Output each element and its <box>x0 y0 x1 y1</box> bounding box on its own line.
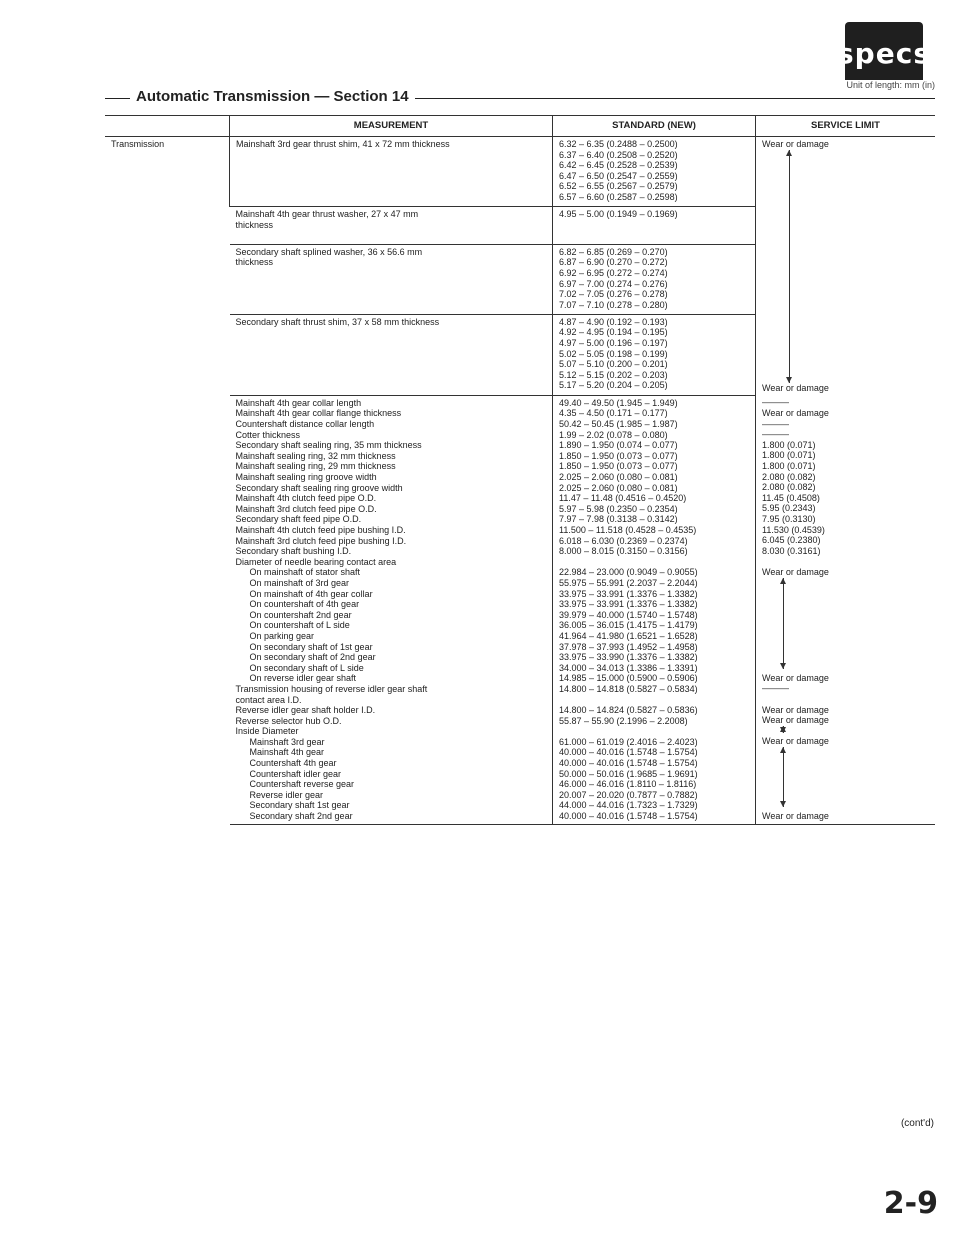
service-limit-text <box>762 641 929 652</box>
service-limit-text: Wear or damage <box>762 672 829 683</box>
standard-value: 40.000 – 40.016 (1.5748 – 1.5754) <box>559 747 698 758</box>
specs-badge-label: specs <box>837 36 931 70</box>
table-row <box>105 395 935 824</box>
standard-value: 6.97 – 7.00 (0.274 – 0.276) <box>559 278 668 289</box>
measurement-text: On countershaft of L side <box>249 620 350 631</box>
system-header <box>105 116 230 137</box>
table-row <box>105 137 935 207</box>
standard-value: 6.37 – 6.40 (0.2508 – 0.2520) <box>559 149 678 160</box>
service-limit-text: Wear or damage <box>762 704 829 715</box>
page-title: Automatic Transmission — Section 14 <box>130 88 415 105</box>
measurement-text: Mainshaft 3rd gear thrust shim, 41 x 72 mm thickness <box>236 139 450 149</box>
measurement-text: On secondary shaft of 2nd gear <box>249 652 376 663</box>
measurement-text: Mainshaft sealing ring, 29 mm thickness <box>235 461 396 472</box>
measurement-text: Mainshaft 4th gear <box>249 747 325 758</box>
measurement-text: Transmission housing of reverse idler gear shaft <box>235 683 428 694</box>
service-limit-text <box>762 652 929 663</box>
standard-value: 39.979 – 40.000 (1.5740 – 1.5748) <box>559 609 698 620</box>
standard-value: 6.57 – 6.60 (0.2587 – 0.2598) <box>559 191 678 202</box>
standard-header: STANDARD (NEW) <box>553 116 756 137</box>
measurement-text: Secondary shaft bushing I.D. <box>235 546 352 557</box>
continued-note: (cont'd) <box>900 1118 934 1129</box>
measurement-text: Reverse idler gear <box>249 789 324 800</box>
service-limit-text <box>762 758 929 769</box>
standard-value: 1.99 – 2.02 (0.078 – 0.080) <box>559 429 668 440</box>
standard-value: 40.000 – 40.016 (1.5748 – 1.5754) <box>559 758 698 769</box>
measurement-text: Mainshaft 4th clutch feed pipe bushing I.D. <box>235 525 406 535</box>
measurement-text: Secondary shaft splined washer, 36 x 56.6 mm <box>235 246 423 257</box>
standard-value: 6.92 – 6.95 (0.272 – 0.274) <box>559 267 668 278</box>
standard-value: 33.975 – 33.991 (1.3376 – 1.3382) <box>559 599 698 610</box>
standard-value: 6.42 – 6.45 (0.2528 – 0.2539) <box>559 160 678 171</box>
standard-value: 6.82 – 6.85 (0.269 – 0.270) <box>559 246 668 257</box>
measurement-cell <box>230 207 553 245</box>
measurement-text: On countershaft of 4th gear <box>249 599 360 610</box>
service-limit-text <box>762 789 929 800</box>
standard-value: 55.975 – 55.991 (2.2037 – 2.2044) <box>559 577 698 588</box>
measurement-text: Mainshaft 4th clutch feed pipe O.D. <box>235 493 377 504</box>
service-limit-text: 5.95 (0.2343) <box>762 503 816 514</box>
measurement-text: On countershaft 2nd gear <box>249 609 352 620</box>
standard-value: 1.890 – 1.950 (0.074 – 0.077) <box>559 440 678 451</box>
measurement-text: On secondary shaft of 1st gear <box>249 641 373 652</box>
page-number: 2-9 <box>883 1186 938 1221</box>
standard-value: 5.97 – 5.98 (0.2350 – 0.2354) <box>559 503 678 514</box>
standard-value: 8.000 – 8.015 (0.3150 – 0.3156) <box>559 546 688 557</box>
measurement-text: On mainshaft of 4th gear collar <box>249 588 373 599</box>
measurement-text: Mainshaft sealing ring, 32 mm thickness <box>235 450 396 461</box>
measurement-cell <box>230 314 553 395</box>
standard-value: 1.850 – 1.950 (0.073 – 0.077) <box>559 450 678 461</box>
service-limit-text: 11.530 (0.4539) <box>762 524 825 535</box>
measurement-text: On mainshaft of stator shaft <box>249 567 361 578</box>
measurement-text: Mainshaft 4th gear thrust washer, 27 x 47 mm <box>235 209 419 220</box>
standard-value: 5.17 – 5.20 (0.204 – 0.205) <box>559 380 668 391</box>
service-limit-header: SERVICE LIMIT <box>756 116 936 137</box>
measurement-text: Mainshaft 4th gear collar flange thickness <box>235 408 402 419</box>
service-limit-cell <box>756 395 936 824</box>
standard-value: 50.000 – 50.016 (1.9685 – 1.9691) <box>559 768 698 779</box>
standard-value: 22.984 – 23.000 (0.9049 – 0.9055) <box>559 567 698 578</box>
measurement-text: Secondary shaft sealing ring groove width <box>235 482 403 493</box>
measurement-text: contact area I.D. <box>235 694 302 705</box>
service-limit-text: ——— <box>762 418 789 429</box>
standard-cell <box>553 314 756 395</box>
service-limit-text: 2.080 (0.082) <box>762 471 816 482</box>
service-limit-text: Wear or damage <box>762 566 829 577</box>
standard-value: 6.32 – 6.35 (0.2488 – 0.2500) <box>559 139 678 149</box>
standard-value: 55.87 – 55.90 (2.1996 – 2.2008) <box>559 715 688 726</box>
standard-value <box>559 695 749 706</box>
measurement-text: Mainshaft 3rd clutch feed pipe O.D. <box>235 503 377 514</box>
table-header-row <box>105 116 935 137</box>
section-header <box>105 80 935 112</box>
service-limit-text: Wear or damage <box>762 139 829 149</box>
service-limit-text: 1.800 (0.071) <box>762 439 816 450</box>
service-limit-text <box>762 620 929 631</box>
standard-value: 6.87 – 6.90 (0.270 – 0.272) <box>559 257 668 268</box>
service-limit-text: 11.45 (0.4508) <box>762 492 820 503</box>
service-limit-text <box>762 609 929 620</box>
service-limit-text <box>762 630 929 641</box>
measurement-text: On reverse idler gear shaft <box>249 673 357 684</box>
service-limit-text: Wear or damage <box>762 407 829 418</box>
standard-value: 41.964 – 41.980 (1.6521 – 1.6528) <box>559 630 698 641</box>
service-limit-text <box>762 588 929 599</box>
service-limit-text: ——— <box>762 683 789 694</box>
standard-value: 4.92 – 4.95 (0.194 – 0.195) <box>559 327 668 338</box>
measurement-text: Mainshaft 3rd clutch feed pipe bushing I.D. <box>235 535 407 546</box>
standard-value: 4.35 – 4.50 (0.171 – 0.177) <box>559 408 668 419</box>
measurement-text: Secondary shaft feed pipe O.D. <box>235 514 362 525</box>
standard-value: 14.800 – 14.824 (0.5827 – 0.5836) <box>559 705 698 716</box>
service-limit-text: 7.95 (0.3130) <box>762 513 816 524</box>
standard-value: 49.40 – 49.50 (1.945 – 1.949) <box>559 397 678 408</box>
standard-cell <box>553 137 756 207</box>
standard-value: 4.87 – 4.90 (0.192 – 0.193) <box>559 316 668 327</box>
service-limit-text: ——— <box>762 429 789 440</box>
standard-value: 36.005 – 36.015 (1.4175 – 1.4179) <box>559 620 698 631</box>
service-limit-text <box>762 768 929 779</box>
measurement-text: Countershaft reverse gear <box>249 779 355 790</box>
standard-value: 6.018 – 6.030 (0.2369 – 0.2374) <box>559 535 688 546</box>
measurement-text: Mainshaft 4th gear collar length <box>235 397 362 408</box>
service-limit-text: 8.030 (0.3161) <box>762 545 821 556</box>
measurement-cell <box>230 244 553 314</box>
standard-value: 61.000 – 61.019 (2.4016 – 2.4023) <box>559 736 698 747</box>
service-limit-text <box>762 599 929 610</box>
standard-value: 33.975 – 33.990 (1.3376 – 1.3382) <box>559 652 698 663</box>
standard-value: 14.985 – 15.000 (0.5900 – 0.5906) <box>559 673 698 684</box>
standard-value: 50.42 – 50.45 (1.985 – 1.987) <box>559 419 678 430</box>
service-limit-text: 1.800 (0.071) <box>762 450 816 461</box>
service-limit-text: ——— <box>762 397 789 408</box>
service-limit-cell <box>756 137 936 396</box>
standard-value <box>559 726 749 737</box>
standard-value: 20.007 – 20.020 (0.7877 – 0.7882) <box>559 789 698 800</box>
standard-value: 7.02 – 7.05 (0.276 – 0.278) <box>559 289 668 300</box>
service-limit-text: 1.800 (0.071) <box>762 460 816 471</box>
standard-value: 37.978 – 37.993 (1.4952 – 1.4958) <box>559 641 698 652</box>
standard-value: 4.97 – 5.00 (0.196 – 0.197) <box>559 338 668 349</box>
service-limit-text: Wear or damage <box>762 382 829 393</box>
standard-value: 5.07 – 5.10 (0.200 – 0.201) <box>559 359 668 370</box>
range-arrow <box>789 150 790 383</box>
measurement-text: Countershaft idler gear <box>249 768 342 779</box>
service-limit-text <box>762 779 929 790</box>
measurement-text: Secondary shaft 1st gear <box>249 800 350 811</box>
standard-value: 14.800 – 14.818 (0.5827 – 0.5834) <box>559 683 698 694</box>
standard-value: 2.025 – 2.060 (0.080 – 0.081) <box>559 482 678 493</box>
measurement-text: On mainshaft of 3rd gear <box>249 577 350 588</box>
measurement-text: thickness <box>235 257 274 268</box>
service-limit-text: 2.080 (0.082) <box>762 482 816 493</box>
standard-value: 33.975 – 33.991 (1.3376 – 1.3382) <box>559 588 698 599</box>
service-limit-text: Wear or damage <box>762 715 829 726</box>
spec-table <box>105 115 935 825</box>
standard-value: 6.47 – 6.50 (0.2547 – 0.2559) <box>559 170 678 181</box>
standard-value: 2.025 – 2.060 (0.080 – 0.081) <box>559 472 678 483</box>
measurement-cell <box>230 137 553 207</box>
service-limit-text <box>762 726 929 737</box>
measurement-text: Inside Diameter <box>235 726 299 737</box>
standard-value: 6.52 – 6.55 (0.2567 – 0.2579) <box>559 181 678 192</box>
measurement-text: Secondary shaft thrust shim, 37 x 58 mm thickness <box>235 316 440 327</box>
service-limit-text <box>762 662 929 673</box>
unit-note: Unit of length: mm (in) <box>842 80 935 90</box>
standard-value: 11.500 – 11.518 (0.4528 – 0.4535) <box>559 525 697 535</box>
measurement-text: On parking gear <box>249 630 315 641</box>
standard-cell <box>553 244 756 314</box>
standard-value: 1.850 – 1.950 (0.073 – 0.077) <box>559 461 678 472</box>
measurement-text: Reverse idler gear shaft holder I.D. <box>235 705 376 716</box>
measurement-text: Countershaft distance collar length <box>235 419 375 430</box>
service-limit-text <box>762 747 929 758</box>
service-limit-text <box>762 577 929 588</box>
standard-value: 4.95 – 5.00 (0.1949 – 0.1969) <box>559 209 678 220</box>
standard-value: 7.97 – 7.98 (0.3138 – 0.3142) <box>559 514 678 525</box>
standard-value: 40.000 – 40.016 (1.5748 – 1.5754) <box>559 811 698 822</box>
measurement-text: Cotter thickness <box>235 429 301 440</box>
measurement-text: Diameter of needle bearing contact area <box>235 556 397 567</box>
standard-value: 34.000 – 34.013 (1.3386 – 1.3391) <box>559 662 698 673</box>
standard-value: 5.12 – 5.15 (0.202 – 0.203) <box>559 369 668 380</box>
specs-badge <box>837 22 931 84</box>
service-limit-text: 6.045 (0.2380) <box>762 535 821 546</box>
measurement-text: Mainshaft 3rd gear <box>249 736 325 747</box>
measurement-text: thickness <box>235 219 274 230</box>
measurement-header: MEASUREMENT <box>230 116 553 137</box>
measurement-text: Countershaft 4th gear <box>249 758 337 769</box>
measurement-text: Secondary shaft sealing ring, 35 mm thickness <box>235 440 422 451</box>
service-limit-text <box>762 800 929 811</box>
standard-value: 44.000 – 44.016 (1.7323 – 1.7329) <box>559 800 698 811</box>
standard-value: 11.47 – 11.48 (0.4516 – 0.4520) <box>559 493 687 504</box>
service-limit-text: Wear or damage <box>762 810 829 821</box>
measurement-text: On secondary shaft of L side <box>249 662 364 673</box>
measurement-text: Reverse selector hub O.D. <box>235 715 342 726</box>
standard-value <box>559 557 749 568</box>
service-limit-text <box>762 694 929 705</box>
service-limit-text: Wear or damage <box>762 736 829 747</box>
standard-cell <box>553 395 756 824</box>
service-limit-text <box>762 556 929 567</box>
standard-value: 5.02 – 5.05 (0.198 – 0.199) <box>559 348 668 359</box>
measurement-text: Secondary shaft 2nd gear <box>249 811 353 822</box>
standard-cell <box>553 207 756 245</box>
measurement-text: Mainshaft sealing ring groove width <box>235 472 377 483</box>
standard-value: 46.000 – 46.016 (1.8110 – 1.8116) <box>559 779 697 790</box>
standard-value: 7.07 – 7.10 (0.278 – 0.280) <box>559 299 668 310</box>
system-cell: Transmission <box>111 139 165 149</box>
measurement-cell <box>230 395 553 824</box>
